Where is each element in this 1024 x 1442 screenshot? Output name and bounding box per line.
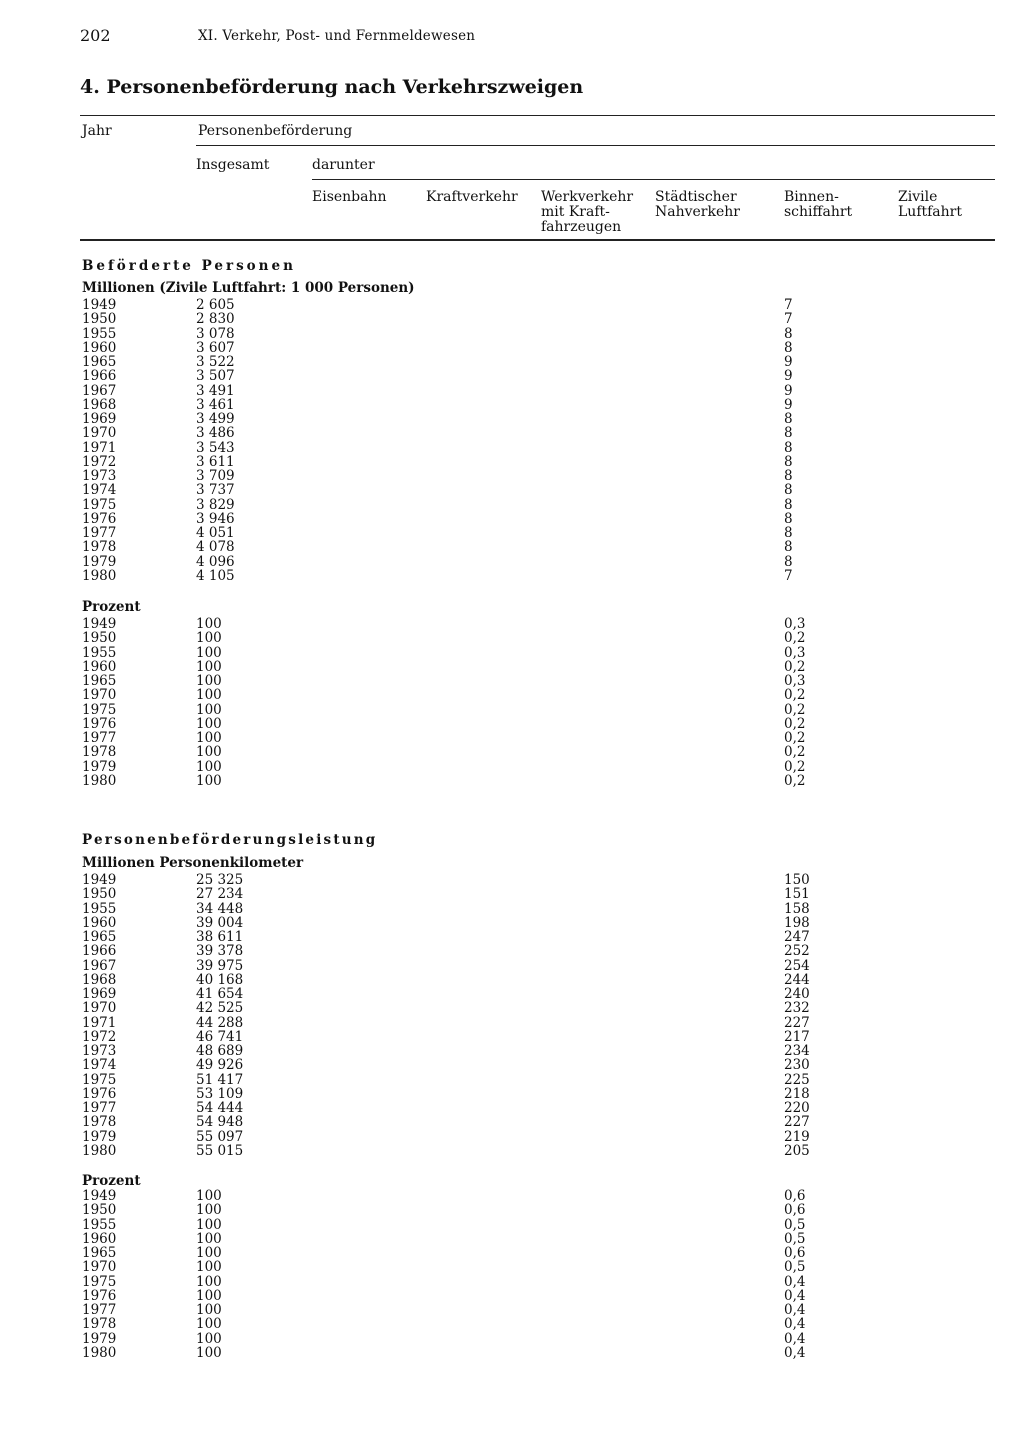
cell-insgesamt: 100	[196, 1302, 222, 1318]
cell-insgesamt: 49 926	[196, 1057, 244, 1074]
cell-insgesamt: 53 109	[196, 1085, 244, 1102]
cell-year: 1980	[82, 567, 117, 584]
cell-year: 1949	[82, 872, 117, 888]
cell-insgesamt: 39 378	[196, 943, 244, 960]
cell-binnenschiffahrt: 0,2	[784, 658, 806, 675]
cell-insgesamt: 100	[196, 687, 222, 704]
subsection-label-millionen: Millionen (Zivile Luftfahrt: 1 000 Personen)	[82, 280, 415, 296]
cell-insgesamt: 3 737	[196, 482, 235, 499]
cell-insgesamt: 25 325	[196, 872, 244, 888]
cell-binnenschiffahrt: 234	[784, 1043, 810, 1059]
cell-year: 1975	[82, 1273, 117, 1290]
cell-insgesamt: 100	[196, 1202, 222, 1219]
cell-binnenschiffahrt: 218	[784, 1085, 810, 1102]
cell-year: 1950	[82, 630, 117, 647]
cell-year: 1974	[82, 482, 117, 499]
header-rule-1	[196, 145, 995, 146]
cell-binnenschiffahrt: 0,4	[784, 1273, 806, 1290]
cell-binnenschiffahrt: 0,2	[784, 715, 806, 732]
cell-binnenschiffahrt: 0,5	[784, 1259, 806, 1276]
cell-insgesamt: 100	[196, 1344, 222, 1361]
cell-binnenschiffahrt: 220	[784, 1100, 810, 1116]
cell-year: 1975	[82, 1071, 117, 1088]
cell-insgesamt: 100	[196, 673, 222, 689]
cell-binnenschiffahrt: 8	[784, 539, 793, 556]
cell-binnenschiffahrt: 0,5	[784, 1230, 806, 1247]
cell-insgesamt: 100	[196, 616, 222, 632]
cell-year: 1975	[82, 701, 117, 718]
cell-insgesamt: 3 491	[196, 382, 235, 399]
section-title-leistung: Personenbeförderungsleistung	[82, 832, 378, 848]
cell-insgesamt: 100	[196, 1216, 222, 1233]
cell-binnenschiffahrt: 230	[784, 1057, 810, 1074]
cell-insgesamt: 3 709	[196, 468, 235, 484]
cell-insgesamt: 100	[196, 715, 222, 732]
cell-year: 1960	[82, 914, 117, 931]
cell-year: 1949	[82, 297, 117, 313]
cell-binnenschiffahrt: 0,4	[784, 1344, 806, 1361]
cell-year: 1970	[82, 425, 117, 442]
cell-year: 1975	[82, 496, 117, 513]
cell-binnenschiffahrt: 232	[784, 1000, 810, 1017]
subsection-label-personenkilometer: Millionen Personenkilometer	[82, 855, 304, 871]
header-rule-bottom	[80, 239, 995, 241]
cell-year: 1978	[82, 744, 117, 761]
cell-insgesamt: 3 829	[196, 496, 235, 513]
cell-year: 1969	[82, 986, 117, 1002]
cell-insgesamt: 100	[196, 1287, 222, 1304]
cell-year: 1967	[82, 382, 117, 399]
cell-binnenschiffahrt: 0,3	[784, 616, 806, 632]
cell-insgesamt: 54 948	[196, 1114, 244, 1131]
cell-binnenschiffahrt: 7	[784, 297, 793, 313]
cell-insgesamt: 48 689	[196, 1043, 244, 1059]
cell-binnenschiffahrt: 8	[784, 325, 793, 342]
cell-year: 1979	[82, 1128, 117, 1145]
cell-insgesamt: 4 096	[196, 553, 235, 570]
cell-binnenschiffahrt: 0,2	[784, 687, 806, 704]
cell-year: 1974	[82, 1057, 117, 1074]
cell-binnenschiffahrt: 0,5	[784, 1216, 806, 1233]
cell-insgesamt: 4 105	[196, 567, 235, 584]
cell-year: 1955	[82, 644, 117, 661]
header-rule-top	[80, 115, 995, 116]
cell-year: 1950	[82, 886, 117, 903]
cell-binnenschiffahrt: 8	[784, 482, 793, 499]
cell-insgesamt: 42 525	[196, 1000, 244, 1017]
cell-binnenschiffahrt: 0,3	[784, 644, 806, 661]
page-number: 202	[80, 26, 111, 45]
cell-year: 1980	[82, 1142, 117, 1159]
header-jahr: Jahr	[82, 123, 112, 139]
cell-binnenschiffahrt: 227	[784, 1114, 810, 1131]
cell-binnenschiffahrt: 8	[784, 553, 793, 570]
header-personenbefoerderung: Personenbeförderung	[198, 123, 353, 139]
cell-binnenschiffahrt: 244	[784, 971, 810, 988]
cell-year: 1976	[82, 1085, 117, 1102]
cell-binnenschiffahrt: 8	[784, 439, 793, 456]
cell-insgesamt: 40 168	[196, 971, 244, 988]
cell-insgesamt: 39 975	[196, 957, 244, 974]
cell-year: 1965	[82, 929, 117, 945]
cell-insgesamt: 39 004	[196, 914, 244, 931]
header-eisenbahn: Eisenbahn	[312, 189, 387, 205]
cell-binnenschiffahrt: 8	[784, 425, 793, 442]
cell-insgesamt: 3 078	[196, 325, 235, 342]
cell-binnenschiffahrt: 247	[784, 929, 810, 945]
cell-year: 1977	[82, 730, 117, 746]
cell-year: 1950	[82, 311, 117, 328]
cell-year: 1965	[82, 1245, 117, 1261]
cell-year: 1980	[82, 772, 117, 789]
cell-year: 1978	[82, 1316, 117, 1333]
cell-insgesamt: 3 499	[196, 411, 235, 427]
header-rule-2	[312, 179, 995, 180]
cell-binnenschiffahrt: 9	[784, 382, 793, 399]
cell-year: 1949	[82, 1188, 117, 1204]
cell-year: 1973	[82, 1043, 117, 1059]
cell-insgesamt: 3 507	[196, 368, 235, 385]
cell-year: 1979	[82, 553, 117, 570]
cell-binnenschiffahrt: 9	[784, 354, 793, 370]
cell-binnenschiffahrt: 0,3	[784, 673, 806, 689]
cell-binnenschiffahrt: 8	[784, 339, 793, 356]
cell-insgesamt: 100	[196, 1316, 222, 1333]
cell-year: 1968	[82, 971, 117, 988]
cell-insgesamt: 38 611	[196, 929, 244, 945]
cell-insgesamt: 3 486	[196, 425, 235, 442]
cell-insgesamt: 100	[196, 1330, 222, 1347]
cell-year: 1960	[82, 658, 117, 675]
cell-binnenschiffahrt: 227	[784, 1014, 810, 1031]
cell-binnenschiffahrt: 158	[784, 900, 810, 917]
cell-insgesamt: 100	[196, 1188, 222, 1204]
cell-binnenschiffahrt: 7	[784, 567, 793, 584]
cell-year: 1977	[82, 525, 117, 541]
cell-binnenschiffahrt: 0,6	[784, 1202, 806, 1219]
cell-binnenschiffahrt: 151	[784, 886, 810, 903]
cell-year: 1971	[82, 1014, 117, 1031]
table-title: 4. Personenbeförderung nach Verkehrszweigen	[80, 76, 584, 98]
cell-binnenschiffahrt: 0,4	[784, 1287, 806, 1304]
cell-binnenschiffahrt: 0,6	[784, 1245, 806, 1261]
cell-year: 1950	[82, 1202, 117, 1219]
cell-insgesamt: 100	[196, 744, 222, 761]
subsection-label-prozent-2: Prozent	[82, 1173, 141, 1189]
cell-binnenschiffahrt: 254	[784, 957, 810, 974]
chapter-heading: XI. Verkehr, Post- und Fernmeldewesen	[198, 28, 476, 44]
cell-binnenschiffahrt: 8	[784, 525, 793, 541]
cell-year: 1955	[82, 1216, 117, 1233]
cell-year: 1970	[82, 687, 117, 704]
cell-insgesamt: 46 741	[196, 1028, 244, 1045]
cell-binnenschiffahrt: 9	[784, 368, 793, 385]
cell-insgesamt: 34 448	[196, 900, 244, 917]
cell-insgesamt: 3 611	[196, 453, 235, 470]
cell-binnenschiffahrt: 150	[784, 872, 810, 888]
cell-insgesamt: 100	[196, 730, 222, 746]
header-werkverkehr: Werkverkehr mit Kraft- fahrzeugen	[541, 189, 634, 235]
cell-binnenschiffahrt: 8	[784, 496, 793, 513]
cell-year: 1960	[82, 1230, 117, 1247]
cell-year: 1955	[82, 325, 117, 342]
cell-year: 1965	[82, 673, 117, 689]
cell-year: 1949	[82, 616, 117, 632]
cell-binnenschiffahrt: 8	[784, 510, 793, 527]
cell-binnenschiffahrt: 0,2	[784, 630, 806, 647]
cell-binnenschiffahrt: 240	[784, 986, 810, 1002]
cell-insgesamt: 100	[196, 630, 222, 647]
cell-binnenschiffahrt: 0,2	[784, 744, 806, 761]
cell-binnenschiffahrt: 0,6	[784, 1188, 806, 1204]
cell-year: 1978	[82, 539, 117, 556]
cell-year: 1977	[82, 1302, 117, 1318]
cell-insgesamt: 2 830	[196, 311, 235, 328]
section-title-befoerderte-personen: Beförderte Personen	[82, 258, 296, 274]
header-darunter: darunter	[312, 157, 375, 173]
header-staedtischer-nahverkehr: Städtischer Nahverkehr	[655, 189, 740, 220]
cell-insgesamt: 55 097	[196, 1128, 244, 1145]
cell-insgesamt: 4 051	[196, 525, 235, 541]
cell-insgesamt: 100	[196, 772, 222, 789]
cell-year: 1976	[82, 1287, 117, 1304]
cell-insgesamt: 27 234	[196, 886, 244, 903]
cell-binnenschiffahrt: 198	[784, 914, 810, 931]
cell-binnenschiffahrt: 225	[784, 1071, 810, 1088]
cell-insgesamt: 3 543	[196, 439, 235, 456]
header-insgesamt: Insgesamt	[196, 157, 270, 173]
cell-year: 1976	[82, 715, 117, 732]
cell-insgesamt: 41 654	[196, 986, 244, 1002]
cell-binnenschiffahrt: 0,4	[784, 1330, 806, 1347]
cell-year: 1972	[82, 1028, 117, 1045]
cell-year: 1960	[82, 339, 117, 356]
header-binnenschiffahrt: Binnen- schiffahrt	[784, 189, 853, 220]
cell-year: 1970	[82, 1259, 117, 1276]
cell-insgesamt: 55 015	[196, 1142, 244, 1159]
cell-insgesamt: 100	[196, 644, 222, 661]
cell-year: 1979	[82, 758, 117, 775]
cell-binnenschiffahrt: 219	[784, 1128, 810, 1145]
cell-insgesamt: 100	[196, 701, 222, 718]
cell-year: 1976	[82, 510, 117, 527]
cell-binnenschiffahrt: 217	[784, 1028, 810, 1045]
header-zivile-luftfahrt: Zivile Luftfahrt	[898, 189, 962, 220]
cell-year: 1979	[82, 1330, 117, 1347]
cell-insgesamt: 54 444	[196, 1100, 244, 1116]
cell-binnenschiffahrt: 0,2	[784, 730, 806, 746]
cell-insgesamt: 3 461	[196, 396, 235, 413]
cell-binnenschiffahrt: 8	[784, 468, 793, 484]
cell-insgesamt: 3 946	[196, 510, 235, 527]
cell-insgesamt: 3 607	[196, 339, 235, 356]
cell-binnenschiffahrt: 0,4	[784, 1302, 806, 1318]
cell-insgesamt: 100	[196, 658, 222, 675]
cell-binnenschiffahrt: 0,2	[784, 701, 806, 718]
cell-year: 1977	[82, 1100, 117, 1116]
cell-year: 1966	[82, 943, 117, 960]
cell-year: 1973	[82, 468, 117, 484]
header-kraftverkehr: Kraftverkehr	[426, 189, 518, 205]
cell-year: 1967	[82, 957, 117, 974]
cell-binnenschiffahrt: 0,2	[784, 758, 806, 775]
cell-binnenschiffahrt: 8	[784, 453, 793, 470]
subsection-label-prozent-1: Prozent	[82, 599, 141, 615]
cell-insgesamt: 4 078	[196, 539, 235, 556]
cell-insgesamt: 100	[196, 1245, 222, 1261]
cell-binnenschiffahrt: 252	[784, 943, 810, 960]
cell-binnenschiffahrt: 0,2	[784, 772, 806, 789]
cell-insgesamt: 100	[196, 1273, 222, 1290]
cell-year: 1971	[82, 439, 117, 456]
cell-binnenschiffahrt: 8	[784, 411, 793, 427]
cell-year: 1955	[82, 900, 117, 917]
cell-year: 1978	[82, 1114, 117, 1131]
cell-binnenschiffahrt: 0,4	[784, 1316, 806, 1333]
cell-binnenschiffahrt: 205	[784, 1142, 810, 1159]
cell-year: 1965	[82, 354, 117, 370]
cell-insgesamt: 3 522	[196, 354, 235, 370]
cell-year: 1980	[82, 1344, 117, 1361]
cell-binnenschiffahrt: 7	[784, 311, 793, 328]
cell-insgesamt: 100	[196, 1259, 222, 1276]
cell-insgesamt: 100	[196, 1230, 222, 1247]
cell-year: 1968	[82, 396, 117, 413]
cell-insgesamt: 100	[196, 758, 222, 775]
cell-year: 1966	[82, 368, 117, 385]
cell-binnenschiffahrt: 9	[784, 396, 793, 413]
cell-year: 1970	[82, 1000, 117, 1017]
cell-insgesamt: 51 417	[196, 1071, 244, 1088]
cell-insgesamt: 44 288	[196, 1014, 244, 1031]
cell-insgesamt: 2 605	[196, 297, 235, 313]
cell-year: 1969	[82, 411, 117, 427]
cell-year: 1972	[82, 453, 117, 470]
